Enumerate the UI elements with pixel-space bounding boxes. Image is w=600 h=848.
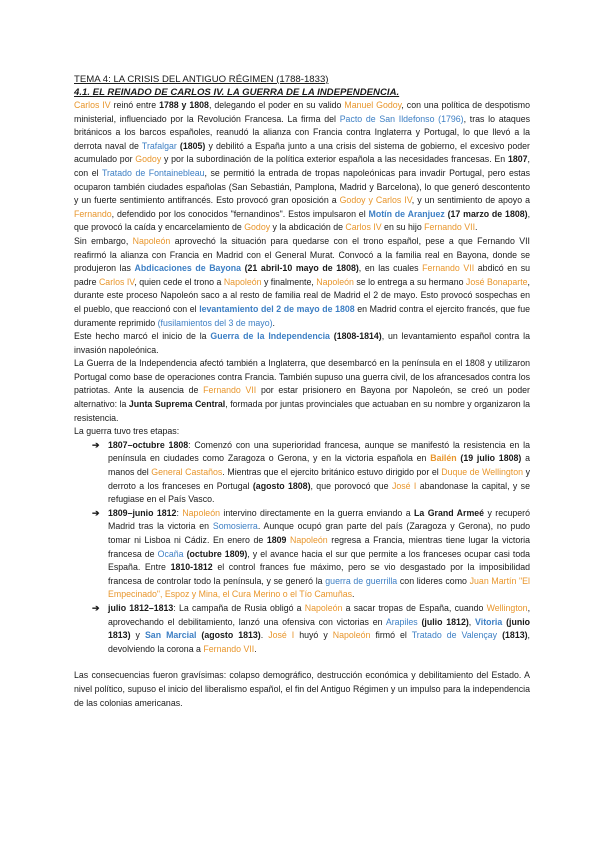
date: (19 julio 1808) [456,453,522,464]
term: La Grand Armeé [414,507,485,518]
text: Sin embargo, [74,235,133,246]
term: Arapiles [385,616,418,627]
paragraph-consequences [74,669,530,710]
term: San Marcial [144,630,197,641]
text: . Mientras que el ejercito británico estuvo dirigido por el [222,467,442,478]
date: (1805) [176,140,206,151]
term: Carlos IV [98,276,135,287]
term: Fernando VII [203,643,255,654]
date: 1807–octubre 1808 [108,439,189,450]
text: se lo entrega a su hermano [353,276,466,287]
term: Juan Martín "El Empecinado", Espoz y Mina, el Cura Merino o el Tío Camuñas [108,575,530,600]
text: regresa a Francia, mientras tiene lugar la victoria francesa de [108,535,530,559]
text: Las consecuencias fueron gravísimas: colapso demográfico, destrucción económica y debilitamiento del Estado. A nivel político, supuso el inicio del liberalismo español, el fin del Antiguo Régimen y un impulso para la independencia de las colonias americanas. [74,670,530,708]
term: Godoy y Carlos IV [339,195,412,206]
date: (21 abril-10 mayo de 1808) [241,263,359,274]
text: La Guerra de la Independencia afectó también a Inglaterra, que desembarcó en la península en el 1808 y utilizaron Portugal como base de operaciones contra Francia. También supuso una guerra civil, de los afrancesados contra los patriotas. Ante la ausencia de [74,358,530,396]
text: aprovechó la situación para quedarse con el trono español, pese a que Fernando VII reafirmó la alianza con Francia en Madrid con el General Murat. Convocó a la familia real en Bayona, donde se produjeron las [74,235,530,274]
term: Napoleón [182,507,220,518]
term: José Bonaparte [465,276,528,287]
date: (octubre 1809) [183,548,248,559]
text: : La campaña de Rusia obligó a [173,602,305,613]
text: , delegando el poder en su valido [208,100,345,110]
date: (17 marzo de 1808) [444,208,528,219]
text: y finalmente, [261,276,317,287]
text: reinó entre [110,100,160,110]
text: . [254,643,257,654]
term: Fernando VII [203,385,257,396]
text: , que porovocó que [310,480,392,491]
term: guerra de guerrilla [325,575,398,586]
text: , que provocó la caída y encarcelamiento de [74,208,531,233]
term: Duque de Wellington [441,467,524,478]
term: Napoleón [290,535,328,545]
date: 1809 [266,535,287,545]
term: Napoleón [332,630,371,641]
war-stages-list [74,439,530,657]
text: , un levantamiento español contra la invasión napoleónica. [74,331,530,355]
term: Tratado de Valençay [411,630,498,641]
term: Manuel Godoy [344,100,402,110]
text: intervino directamente en la guerra enviando a [219,507,415,518]
list-item [92,507,530,602]
term: General Castaños [151,467,223,478]
text: Este hecho marcó el inicio de la [74,331,211,342]
text: firmó el [370,630,412,641]
text: , quien cede el trono a [134,276,224,287]
text: La guerra tuvo tres etapas: [74,426,180,437]
term: Pacto de San Ildefonso (1796) [339,113,464,124]
text: a sacar tropas de España, cuando [342,602,487,613]
date: (1813) [497,630,528,641]
term: Junta Suprema Central [128,399,226,410]
text: en su hijo [381,222,425,233]
text: , formada por juntas provinciales que actuaban en su nombre y organizaron la resistencia. [74,399,530,423]
text: , durante este proceso Napoleón saco a al resto de familia real de Madrid el 2 de mayo. Esto provocó sospechas en el pueblo, que reaccionó con el [74,276,530,314]
date: 1809–junio 1812 [108,507,177,518]
text: , y un sentimiento de apoyo a [411,195,530,206]
section-heading: 4.1. EL REINADO DE CARLOS IV. LA GUERRA DE LA INDEPENDENCIA. [74,87,400,98]
text: y la abdicación de [270,222,346,233]
text: , con el [74,154,530,178]
text: y [130,630,145,641]
text: , en las cuales [358,263,423,274]
text: por estar prisionero en Bayona por Napoleón, se creó un poder alternativo: la [74,385,530,410]
term: Somosierra [212,521,258,532]
text: abandonase la capital, y se refugiase en el País Vasco. [108,480,530,505]
text: huyó y [294,630,333,641]
text: , y el avance hacia el sur que permite a los franceses ocupar casi toda España. Entre [108,548,530,573]
text: . [272,317,275,328]
term: Napoleón [223,276,262,287]
text: abdicó en su padre [74,263,530,287]
list-item [92,602,530,656]
text: , se permitió la entrada de tropas napoleónicas para invadir Portugal, pero estas ocuparon también ciudades españolas (San Sebastián, Pamplona, Madrid y Barcelona), lo que generó descontento y un fuerte sentimiento antifrancés. Esto provocó gran oposición a [74,167,531,206]
document-page [74,73,530,710]
text: . [352,589,355,600]
term: Ocaña [157,548,184,559]
term: Napoleón [316,276,354,287]
term: Godoy [244,222,271,233]
arrow-icon: ➔ [92,507,100,518]
text: , [468,616,476,627]
term: (fusilamientos del 3 de mayo) [157,317,273,328]
term: Fernando [74,208,112,219]
text: , devolviendo la corona a [108,630,530,654]
term: Trafalgar [141,140,177,151]
text: . [475,222,478,233]
paragraph-war [74,357,530,439]
term: Carlos IV [345,222,382,233]
term: José I [391,480,417,491]
term: Wellington [486,602,528,613]
document-title: TEMA 4: LA CRISIS DEL ANTIGUO RÉGIMEN (1788-1833) [74,74,329,85]
term: Godoy [135,154,162,165]
term: Guerra de la Independencia [210,331,330,342]
text: y recuperó Madrid tras la victoria en [108,507,530,532]
text: en Madrid contra el ejercito francés, que fue duramente reprimido [74,303,531,328]
text: , defendido por los conocidos "fernandinos". Estos impulsaron el [111,208,369,219]
date: 1810-1812 [170,562,213,573]
text: y debilitó a España junto a una crisis del sistema de gobierno, el excesivo poder acumulado por [74,140,530,165]
term: Bailén [430,453,457,464]
text: , aprovechando el debilitamiento, lanzó una ofensiva con victorias en [108,602,531,627]
text: : Comenzó con una superioridad francesa, aunque se manifestó la resistencia en la península en ciudades como Zaragoza o Gerona, y en la victoria española en [108,439,530,464]
text: y por la subordinación de la política exterior española a las necesidades francesas. En [161,154,508,165]
text: y derroto a los franceses en Portugal [108,467,531,491]
text: , con una política de despotismo ministerial, influenciado por la Revolución Francesa. La firma del [74,100,530,124]
term: Motín de Aranjuez [368,208,445,219]
text: a manos del [108,453,530,478]
date: 1807 [507,154,528,165]
term: Carlos IV [74,100,111,110]
list-item [92,439,530,507]
text: . Aunque ocupó gran parte del país (Zaragoza y Gerona), no pudo tomar ni Lisboa ni Cádiz. En enero de [108,521,530,545]
term: Tratado de Fontainebleau [101,167,205,178]
term: Vitoria [475,616,503,627]
term: levantamiento del 2 de mayo de 1808 [199,303,355,314]
arrow-icon: ➔ [92,602,100,613]
date: (junio 1813) [108,616,531,641]
text: . [260,630,269,641]
term: Fernando VII [424,222,476,233]
term: Abdicaciones de Bayona [134,263,241,274]
term: Napoleón [304,602,343,613]
text: el control frances fue máximo, pero se vio desgastado por la imposibilidad francesa de controlar todo la península, y se generó la [108,562,530,586]
text: , tras lo ataques británicos a los barcos españoles, reanudó la alianza con Francia contra Inglaterra y Portugal, lo que llevó a la derrota naval de [74,113,531,151]
arrow-icon: ➔ [92,439,100,450]
spacer [74,656,530,669]
date: julio 1812–1813 [108,602,174,613]
paragraph-reign-carlos-iv [74,99,530,357]
date: (julio 1812) [417,616,469,627]
date: 1788 y 1808 [159,100,209,110]
term: José I [268,630,295,641]
text: con lideres como [397,575,470,586]
term: Fernando VII [422,263,475,274]
date: (agosto 1813) [196,630,261,641]
text: : [176,507,183,518]
term: Napoleón [132,235,171,246]
date: (agosto 1808) [252,480,311,491]
date: (1808-1814) [329,331,382,342]
